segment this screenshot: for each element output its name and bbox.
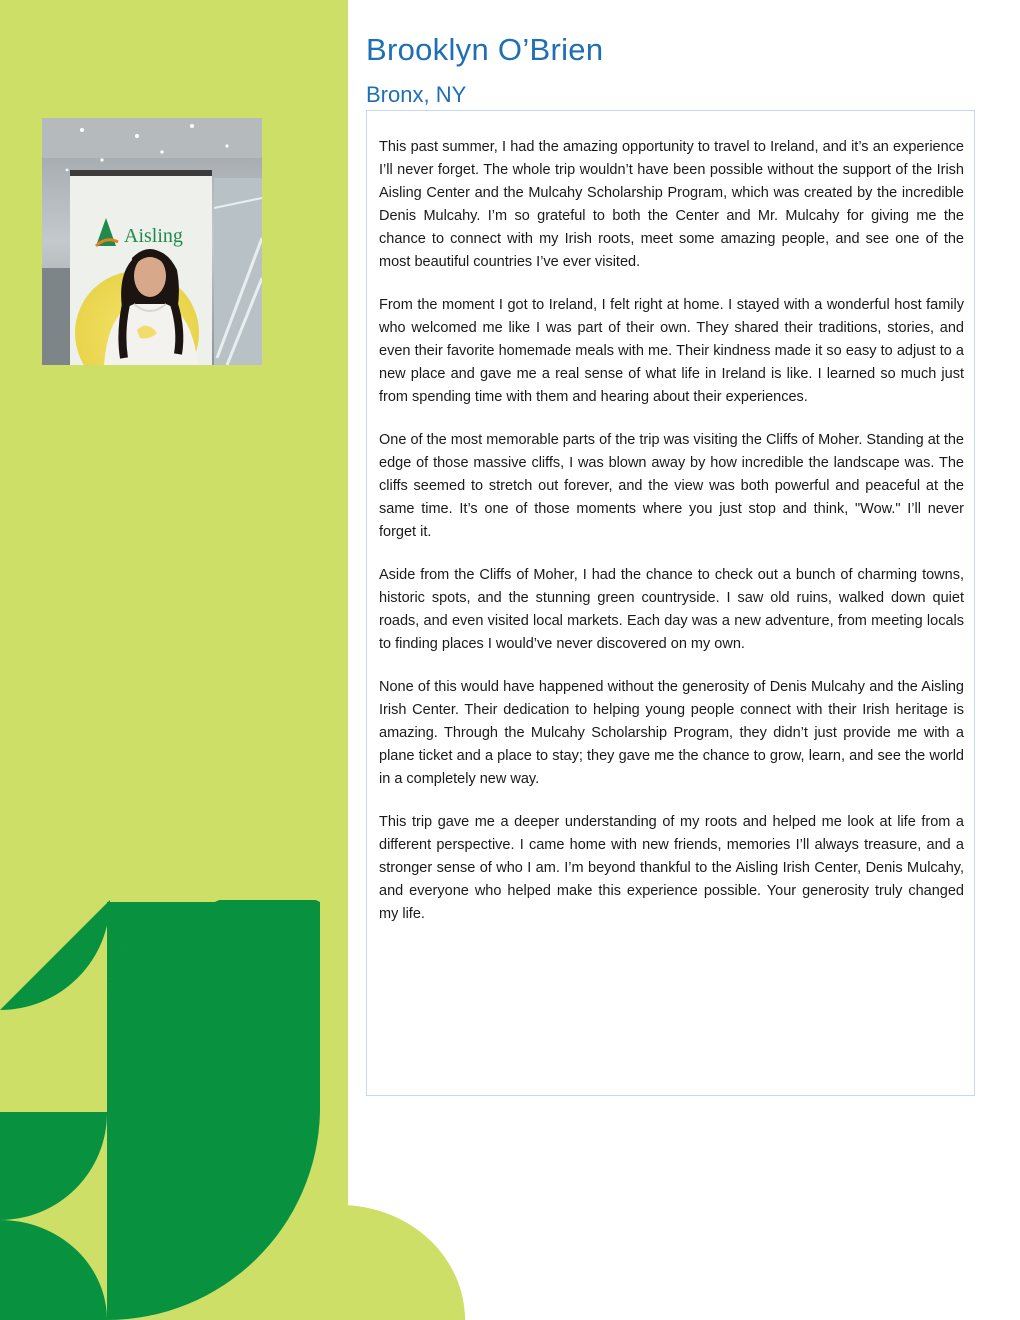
essay-paragraph: From the moment I got to Ireland, I felt right at home. I stayed with a wonderful host family who welcomed me like I was part of their own. They shared their traditions, stories, and even their favorite homemade meals with me. Their kindness made it so easy to adjust to a new place and gave me a real sense of what life in Ireland is like. I learned so much just from spending time with them and hearing about their experiences. — [379, 297, 964, 405]
location-subtitle: Bronx, NY — [366, 82, 467, 107]
essay-paragraph: Aside from the Cliffs of Moher, I had the chance to check out a bunch of charming towns, historic spots, and the stunning green countryside. I saw old ruins, walked down quiet roads, and even visited local markets. Each day was a new adventure, from meeting locals to finding places I would’ve never discovered on my own. — [379, 567, 964, 652]
student-photo — [42, 118, 262, 365]
student-photo-illustration — [42, 118, 262, 365]
bottom-left-quarter-shape — [0, 1220, 107, 1320]
quarter-circle-shape — [0, 900, 110, 1010]
lower-left-quarter-shape — [0, 1112, 107, 1220]
essay-paragraph: One of the most memorable parts of the trip was visiting the Cliffs of Moher. Standing at the edge of those massive cliffs, I was blown away by how incredible the landscape was. The cliffs seemed to stretch out forever, and the view was both powerful and peaceful at the same time. It’s one of those moments where you just stop and think, "Wow." I’ll never forget it. — [379, 432, 964, 540]
page-title: Brooklyn O’Brien — [366, 32, 604, 67]
essay-paragraph: This trip gave me a deeper understanding of my roots and helped me look at life from a different perspective. I came home with new friends, memories I’ll always treasure, and a stronger sense of who I am. I’m beyond thankful to the Aisling Irish Center, Denis Mulcahy, and everyone who helped make this experience possible. Your generosity truly changed my life. — [379, 814, 964, 922]
essay-body — [379, 136, 964, 946]
bottom-curve-decoration — [340, 1205, 465, 1320]
banner-logo-text: Aisling — [124, 225, 183, 247]
lower-arc-shape — [107, 1112, 320, 1320]
green-geometric-decoration — [0, 900, 330, 1320]
essay-paragraph: This past summer, I had the amazing opportunity to travel to Ireland, and it’s an experience I’ll never forget. The whole trip wouldn’t have been possible without the support of the Irish Aisling Center and the Mulcahy Scholarship Program, which was created by the incredible Denis Mulcahy. I’m so grateful to both the Center and Mr. Mulcahy for giving me the chance to connect with my Irish roots, meet some amazing people, and see one of the most beautiful countries I’ve ever visited. — [379, 139, 964, 270]
essay-paragraph: None of this would have happened without the generosity of Denis Mulcahy and the Aisling Irish Center. Their dedication to helping young people connect with their Irish heritage is amazing. Through the Mulcahy Scholarship Program, they didn’t just provide me with a plane ticket and a place to stay; they gave me the chance to grow, learn, and see the world in a completely new way. — [379, 679, 964, 787]
